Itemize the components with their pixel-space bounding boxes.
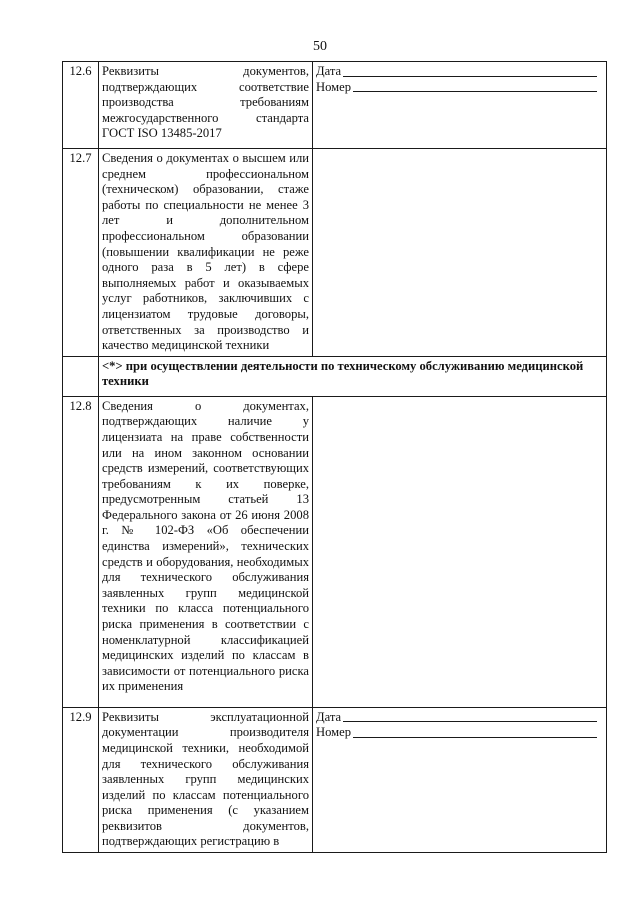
row-description: Реквизиты эксплуатационной документации производителя медицинской техники, необходимой для технического обслуживания заявленных групп медицинских изделий по классам потенциального риска применения (с указанием реквизитов документов, подтверждающих регистрацию в: [99, 707, 313, 852]
number-blank-line[interactable]: [353, 737, 597, 738]
number-blank-line[interactable]: [353, 91, 597, 92]
section-heading-row: [63, 356, 607, 396]
row-description: Реквизиты документов, подтверждающих соответствие производства требованиям межгосударственного стандарта ГОСТ ISO 13485-2017: [99, 62, 313, 149]
number-field[interactable]: [316, 725, 603, 741]
section-number-cell: [63, 356, 99, 396]
number-field[interactable]: [316, 80, 603, 96]
row-description: Сведения о документах о высшем или среднем профессиональном (техническом) образовании, стаже работы по специальности не менее 3 лет и дополнительном профессиональном образовании (повышении квалификации не реже одного раза в 5 лет) в сфере выполняемых работ и оказываемых услуг работников, заключивших с лицензиатом трудовые договоры, ответственных за производство и качество медицинской техники: [99, 149, 313, 357]
row-number: 12.6: [63, 62, 99, 149]
table-row-12-9: [63, 707, 607, 852]
page-number: 50: [313, 39, 327, 54]
row-description: Сведения о документах, подтверждающих наличие у лицензиата на праве собственности или на ином законном основании средств измерений, соответствующих требованиям к их поверке, предусмотренным статьей 13 Федерального закона от 26 июня 2008 г. № 102-ФЗ «Об обеспечении единства измерений», технических средств и оборудования, необходимых для технического обслуживания заявленных групп медицинской техники по класса потенциального риска применения в соответствии с номенклатурной классификацией медицинских изделий по классам в зависимости от потенциального риска их применения: [99, 396, 313, 707]
date-field[interactable]: [316, 710, 603, 726]
table-row-12-8: [63, 396, 607, 707]
row-value-cell: [313, 396, 607, 707]
table-row-12-6: [63, 62, 607, 149]
row-number: 12.8: [63, 396, 99, 707]
number-label: Номер: [316, 79, 352, 94]
row-value-cell: [313, 149, 607, 357]
section-heading: <*> при осуществлении деятельности по техническому обслуживанию медицинской техники: [99, 356, 607, 396]
date-label: Дата: [316, 709, 342, 724]
requirements-table: [62, 61, 607, 853]
date-label: Дата: [316, 64, 342, 78]
row-value-cell: [313, 707, 607, 852]
date-blank-line[interactable]: [343, 721, 597, 722]
date-blank-line[interactable]: [343, 76, 597, 77]
row-number: 12.9: [63, 707, 99, 852]
date-field[interactable]: [316, 64, 603, 80]
table-row-12-7: [63, 149, 607, 357]
number-label: Номер: [316, 725, 352, 740]
row-value-cell: [313, 62, 607, 149]
row-number: 12.7: [63, 149, 99, 357]
